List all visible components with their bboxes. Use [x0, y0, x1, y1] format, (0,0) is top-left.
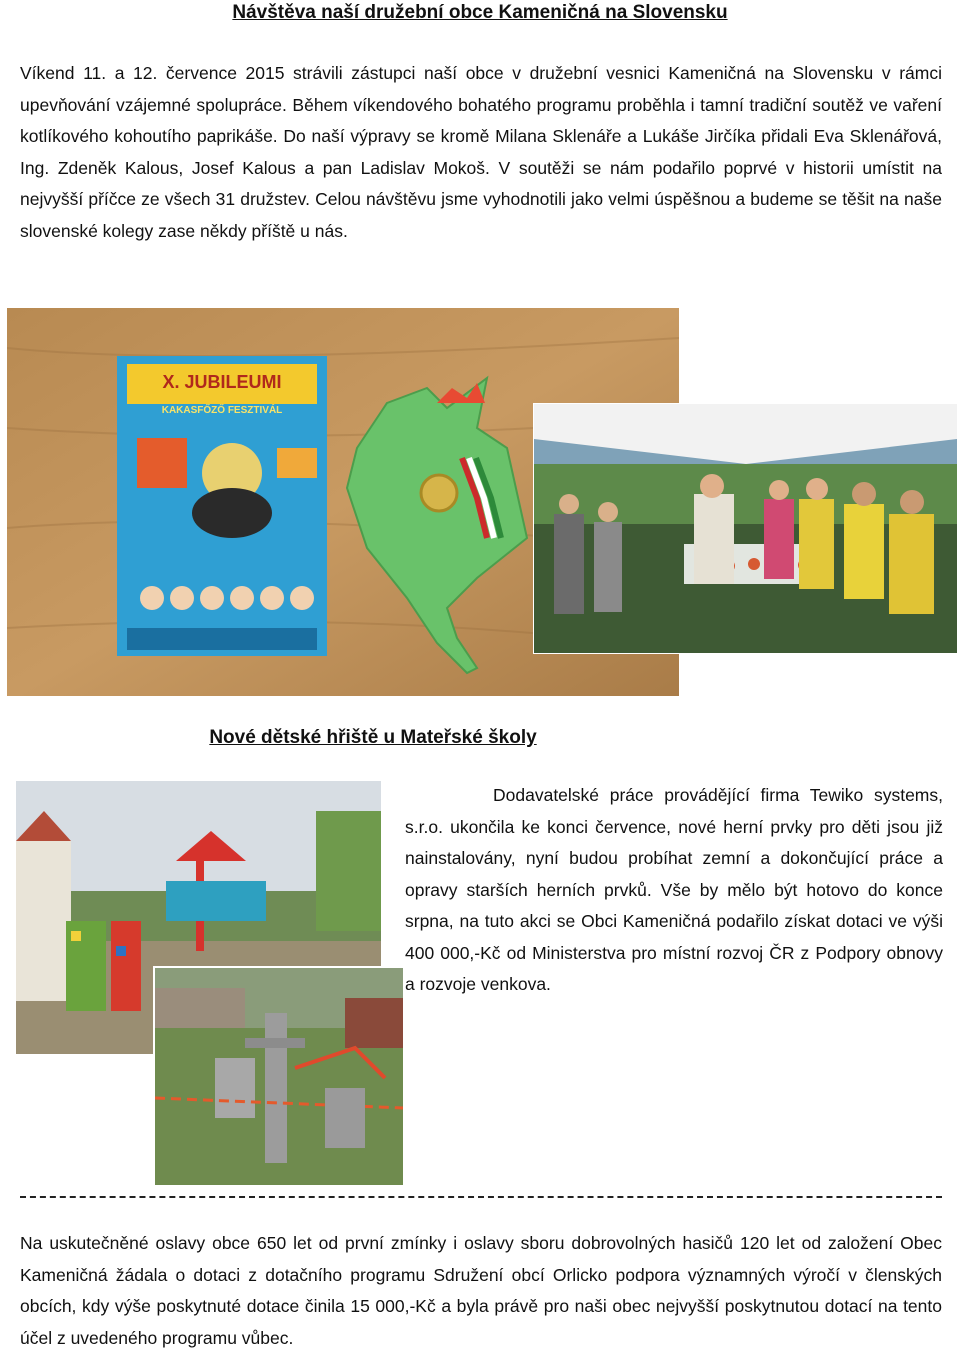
article-title-playground: Nové dětské hřiště u Mateřské školy	[209, 727, 537, 748]
article-paragraph-grant: Na uskutečněné oslavy obce 650 let od první zmínky i oslavy sboru dobrovolných hasičů 120 let od založení Obec Kameničná žádala o dotaci z dotačního programu Sdružení obcí Orlicko podpora významných výročí v členských obcích, kdy výše poskytnuté dotace činila 15 000,-Kč a byla právě pro naši obec nejvyšší poskytnutou dotací na tento účel z uvedeného programu vůbec.	[20, 1233, 942, 1348]
photo-competition-tent	[533, 403, 958, 654]
article-title-visit: Návštěva naší družební obce Kameničná na Slovensku	[232, 2, 728, 23]
article-paragraph-playground: Dodavatelské práce provádějící firma Tewiko systems, s.r.o. ukončila ke konci července, nové herní prvky pro děti jsou již nainstalovány, nyní budou probíhat zemní a dokončující práce a opravy starších herních prvků. Vše by mělo být hotovo do konce srpna, na tuto akci se Obci Kameničná podařilo získat dotaci ve výši 400 000,-Kč od Ministerstva pro místní rozvoj ČR z Podpory obnovy a rozvoje venkova.	[405, 785, 943, 994]
poster-title: X. JUBILEUMI	[162, 372, 282, 392]
poster-subtitle: KAKASFŐZŐ FESZTIVÁL	[161, 405, 283, 416]
photo-fitness-equipment	[153, 966, 405, 1187]
article-paragraph-visit: Víkend 11. a 12. července 2015 strávili zástupci naší obce v družební vesnici Kameničná na Slovensku v rámci upevňování vzájemné spolupráce. Během víkendového bohatého programu proběhla i tamní tradiční soutěž ve vaření kotlíkového kohoutího paprikáše. Do naší výpravy se kromě Milana Sklenáře a Lukáše Jirčíka přidali Eva Sklenářová, Ing. Zdeněk Kalous, Josef Kalous a pan Ladislav Mokoš. V soutěži se nám podařilo poprvé v historii umístit na nejvyšší příčce ze všech 31 družstev. Celou návštěvu jsme vyhodnotili jako velmi úspěšnou a budeme se těšit na naše slovenské kolegy zase někdy příště u nás.	[20, 63, 942, 241]
section-divider	[20, 1196, 942, 1198]
festival-poster	[117, 356, 327, 656]
